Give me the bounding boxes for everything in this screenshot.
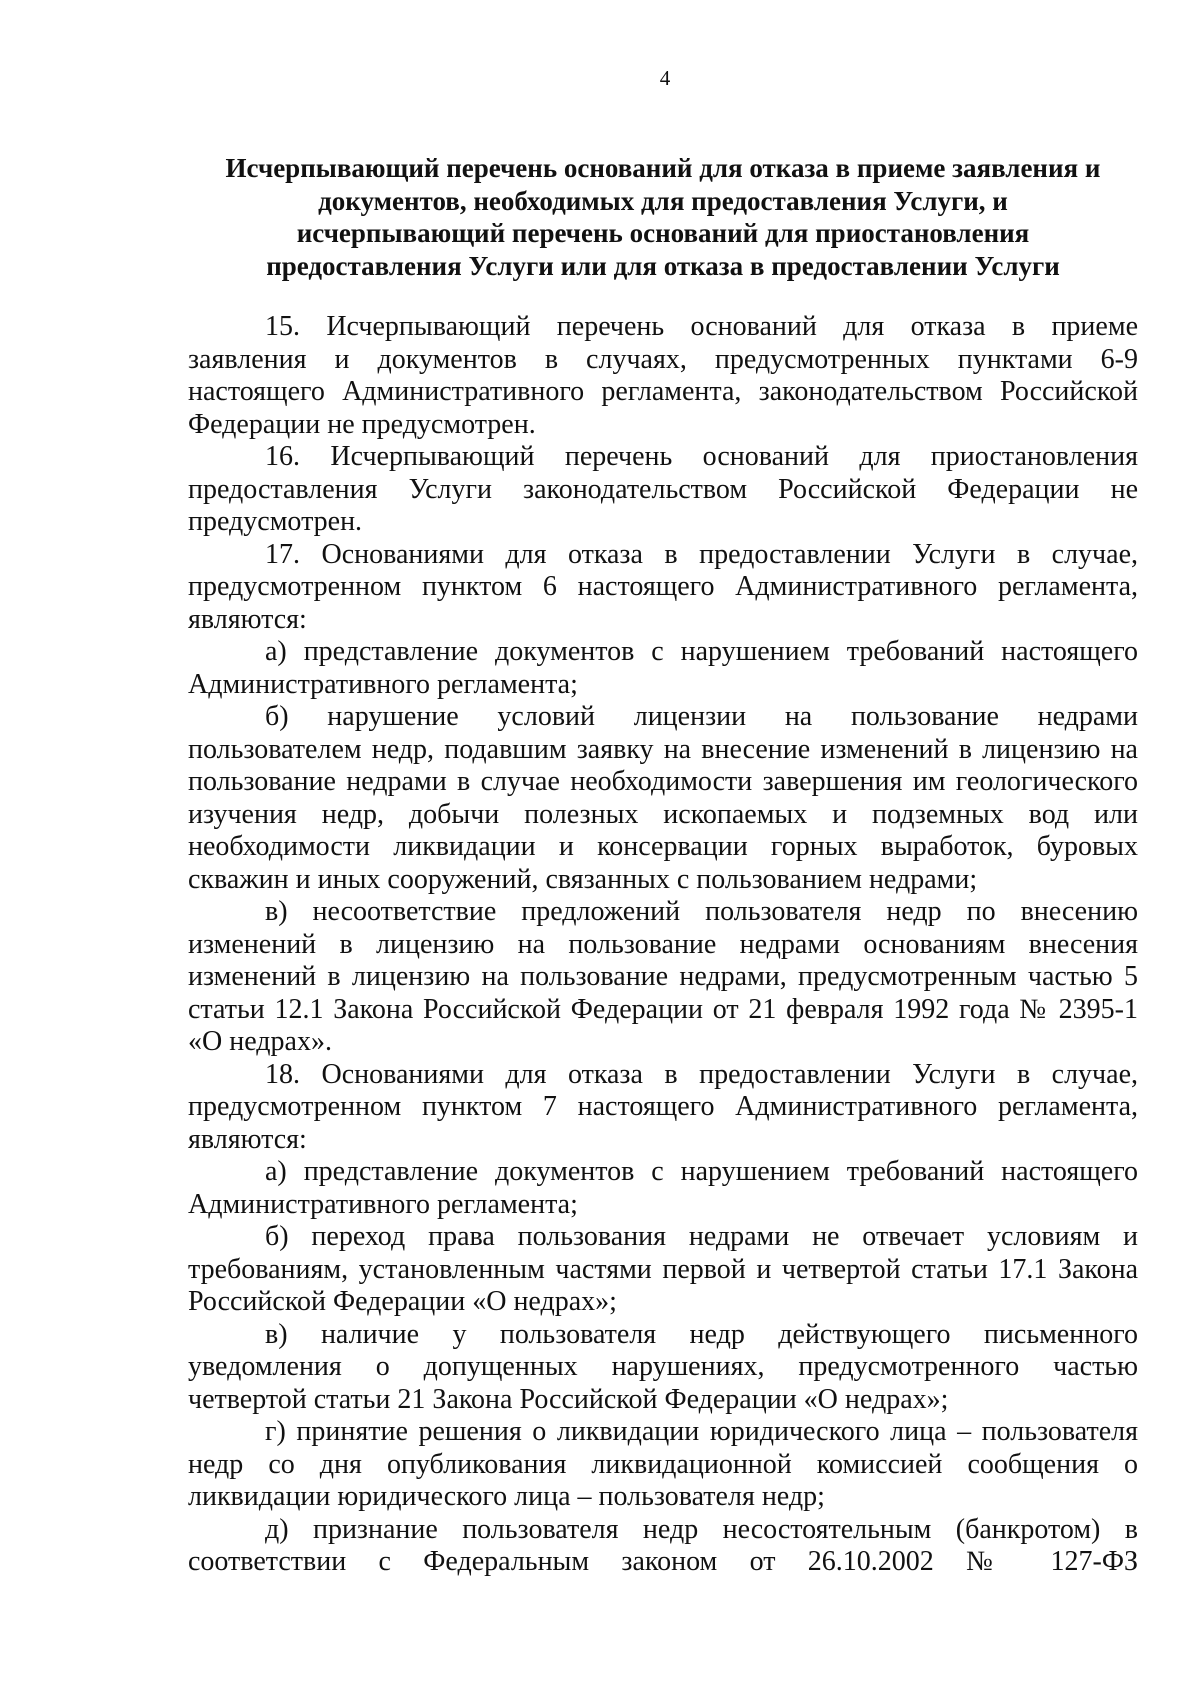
paragraph-p17a bbox=[188, 636, 1138, 701]
paragraph-line: недр со дня опубликования ликвидационной комиссией сообщения о bbox=[188, 1448, 1138, 1480]
paragraph-line: предусмотренном пунктом 6 настоящего Административного регламента, bbox=[188, 571, 1138, 602]
paragraph-p17b bbox=[188, 701, 1138, 896]
paragraph-line: 16. Исчерпывающий перечень оснований для приостановления bbox=[265, 441, 1138, 472]
paragraph-line: требованиям, установленным частями первой и четвертой статьи 17.1 Закона bbox=[188, 1253, 1138, 1285]
paragraph-p18d bbox=[188, 1514, 1138, 1579]
paragraph-p17v bbox=[188, 896, 1138, 1059]
paragraph-line: д) признание пользователя недр несостоятельным (банкротом) в bbox=[265, 1513, 1138, 1545]
paragraph-line: являются: bbox=[188, 603, 307, 635]
paragraph-line: ликвидации юридического лица – пользователя недр; bbox=[188, 1481, 825, 1512]
paragraph-line: настоящего Административного регламента, законодательством Российской bbox=[188, 376, 1138, 407]
paragraph-line: в) несоответствие предложений пользователя недр по внесению bbox=[265, 896, 1138, 927]
heading-line: документов, необходимых для предоставления Услуги, и bbox=[318, 185, 1008, 216]
paragraph-p17 bbox=[188, 539, 1138, 637]
paragraph-line: заявления и документов в случаях, предусмотренных пунктами 6-9 bbox=[188, 343, 1138, 375]
paragraph-line: 17. Основаниями для отказа в предоставлении Услуги в случае, bbox=[265, 538, 1138, 570]
paragraph-line: б) переход права пользования недрами не отвечает условиям и bbox=[265, 1221, 1138, 1252]
paragraph-line: необходимости ликвидации и консервации горных выработок, буровых bbox=[188, 831, 1138, 862]
paragraph-line: Административного регламента; bbox=[188, 1188, 578, 1220]
paragraph-line: пользование недрами в случае необходимости завершения им геологического bbox=[188, 766, 1138, 797]
paragraph-line: пользователем недр, подавшим заявку на внесение изменений в лицензию на bbox=[188, 733, 1138, 765]
paragraph-p16 bbox=[188, 441, 1138, 539]
paragraph-line: четвертой статьи 21 Закона Российской Федерации «О недрах»; bbox=[188, 1383, 949, 1415]
heading-line: предоставления Услуги или для отказа в предоставлении Услуги bbox=[266, 250, 1060, 281]
heading-line: исчерпывающий перечень оснований для приостановления bbox=[296, 218, 1030, 248]
paragraph-line: уведомления о допущенных нарушениях, предусмотренного частью bbox=[188, 1351, 1138, 1382]
paragraph-line: предусмотренном пунктом 7 настоящего Административного регламента, bbox=[188, 1091, 1138, 1122]
document-body bbox=[188, 311, 1138, 1579]
heading-line: Исчерпывающий перечень оснований для отказа в приеме заявления и bbox=[225, 153, 1101, 183]
paragraph-line: изменений в лицензию на пользование недрами основаниям внесения bbox=[188, 928, 1138, 960]
page-number: 4 bbox=[659, 66, 671, 90]
paragraph-p18b bbox=[188, 1221, 1138, 1319]
section-heading bbox=[180, 152, 1146, 282]
paragraph-line: Российской Федерации «О недрах»; bbox=[188, 1286, 617, 1317]
paragraph-line: изменений в лицензию на пользование недрами, предусмотренным частью 5 bbox=[188, 961, 1138, 992]
paragraph-line: а) представление документов с нарушением требований настоящего bbox=[265, 1156, 1138, 1187]
paragraph-line: изучения недр, добычи полезных ископаемых и подземных вод или bbox=[188, 798, 1138, 830]
paragraph-line: г) принятие решения о ликвидации юридического лица – пользователя bbox=[265, 1416, 1138, 1447]
paragraph-line: статьи 12.1 Закона Российской Федерации от 21 февраля 1992 года № 2395-1 bbox=[188, 993, 1138, 1025]
paragraph-line: 15. Исчерпывающий перечень оснований для отказа в приеме bbox=[265, 311, 1138, 342]
paragraph-line: Административного регламента; bbox=[188, 668, 578, 700]
paragraph-line: 18. Основаниями для отказа в предоставлении Услуги в случае, bbox=[265, 1058, 1138, 1090]
paragraph-line: являются: bbox=[188, 1123, 307, 1155]
paragraph-line: предусмотрен. bbox=[188, 506, 363, 537]
paragraph-line: «О недрах». bbox=[188, 1026, 332, 1057]
paragraph-line: скважин и иных сооружений, связанных с пользованием недрами; bbox=[188, 863, 978, 895]
paragraph-line: в) наличие у пользователя недр действующего письменного bbox=[265, 1318, 1138, 1350]
paragraph-line: предоставления Услуги законодательством Российской Федерации не bbox=[188, 473, 1138, 505]
paragraph-p18a bbox=[188, 1156, 1138, 1221]
paragraph-p18g bbox=[188, 1416, 1138, 1514]
paragraph-p18 bbox=[188, 1059, 1138, 1157]
paragraph-p18v bbox=[188, 1319, 1138, 1417]
paragraph-line: Федерации не предусмотрен. bbox=[188, 408, 536, 440]
paragraph-p15 bbox=[188, 311, 1138, 441]
paragraph-line: соответствии с Федеральным законом от 26.10.2002 № 127-ФЗ bbox=[188, 1546, 1138, 1577]
paragraph-line: а) представление документов с нарушением требований настоящего bbox=[265, 636, 1138, 667]
paragraph-line: б) нарушение условий лицензии на пользование недрами bbox=[265, 701, 1138, 732]
